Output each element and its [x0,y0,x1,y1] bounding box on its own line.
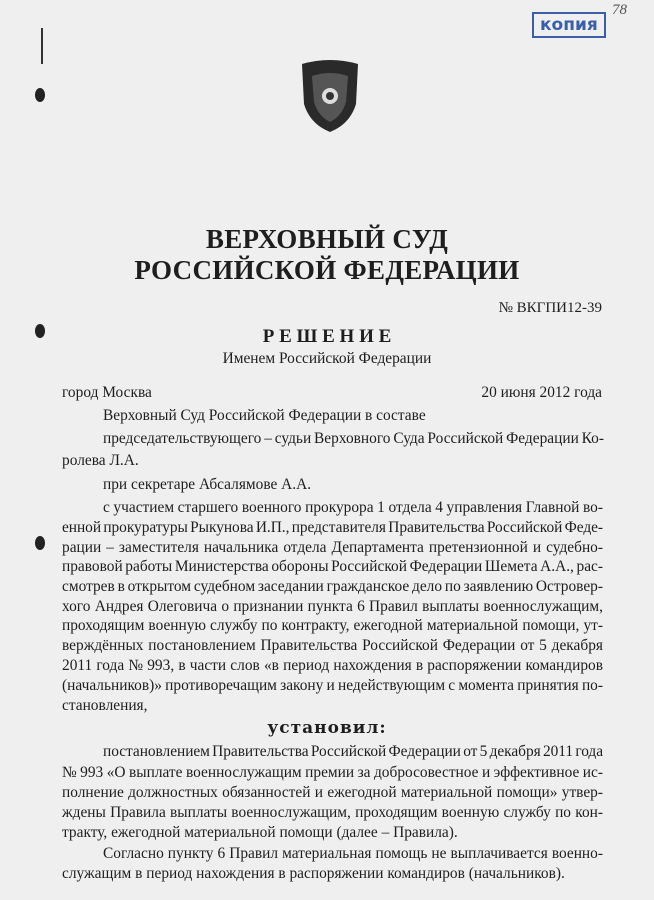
intro-line: смотрев в открытом судебном заседании гражданское дело по заявлению Островер- [62,578,603,595]
intro-line: с участием старшего военного прокурора 1 отдела 4 управления Главной во- [103,499,603,516]
coat-of-arms-emblem [298,58,362,134]
intro-line: становления, [62,697,148,714]
document-subtitle: Именем Российской Федерации [222,350,432,367]
established-heading: установил: [267,718,387,738]
case-number: № ВКГПИ12-39 [498,300,602,316]
intro-line: 2011 года № 993, в части слов «в период нахождения в распоряжении командиров [62,657,603,674]
punch-hole [35,536,45,550]
body-line: полнение должностных обязанностей и ежегодной материальной помощи» утвер- [62,784,603,801]
intro-line: ролева Л.А. [62,452,139,469]
city: город Москва [62,384,152,401]
copy-stamp: копия [532,12,606,38]
page-number: 78 [612,2,627,18]
body-line: тракту, ежегодной материальной помощи (далее – Правила). [62,824,458,841]
intro-line: проходящим военную службу по контракту, ежегодной материальной помощи, ут- [62,617,603,634]
body-line: ждены Правила выплаты военнослужащим, проходящим военную службу по кон- [62,804,603,821]
intro-line: (начальников)» противоречащим закону и недействующим с момента принятия по- [62,677,603,694]
court-name-line1: ВЕРХОВНЫЙ СУД [205,224,449,254]
intro-line: при секретаре Абсалямове А.А. [103,476,312,493]
intro-line: председательствующего – судьи Верховного Суда Российской Федерации Ко- [103,430,604,447]
punch-hole [35,88,45,102]
intro-line: правовой работы Министерства обороны Российской Федерации Шемета А.А., рас- [62,558,603,575]
intro-line: енной прокуратуры Рыкунова И.П., представителя Правительства Российской Феде- [62,519,603,536]
body-line: постановлением Правительства Российской Федерации от 5 декабря 2011 года [103,743,603,760]
body-line: № 993 «О выплате военнослужащим премии за добросовестное и эффективное ис- [62,764,603,781]
body-line: служащим в период нахождения в распоряжении командиров (начальников). [62,865,565,882]
intro-line: Верховный Суд Российской Федерации в составе [103,407,426,424]
court-name-line2: РОССИЙСКОЙ ФЕДЕРАЦИИ [134,255,520,285]
margin-mark [41,28,43,64]
date: 20 июня 2012 года [481,384,602,401]
body-line: Согласно пункту 6 Правил материальная помощь не выплачивается военно- [103,845,603,862]
intro-line: верждённых постановлением Правительства Российской Федерации от 5 декабря [62,637,603,654]
intro-line: рации – заместителя начальника отдела Департамента претензионной и судебно- [62,539,603,556]
document-type: Р Е Ш Е Н И Е [262,326,392,347]
intro-line: хого Андрея Олеговича о признании пункта 6 Правил выплаты военнослужащим, [62,598,603,615]
